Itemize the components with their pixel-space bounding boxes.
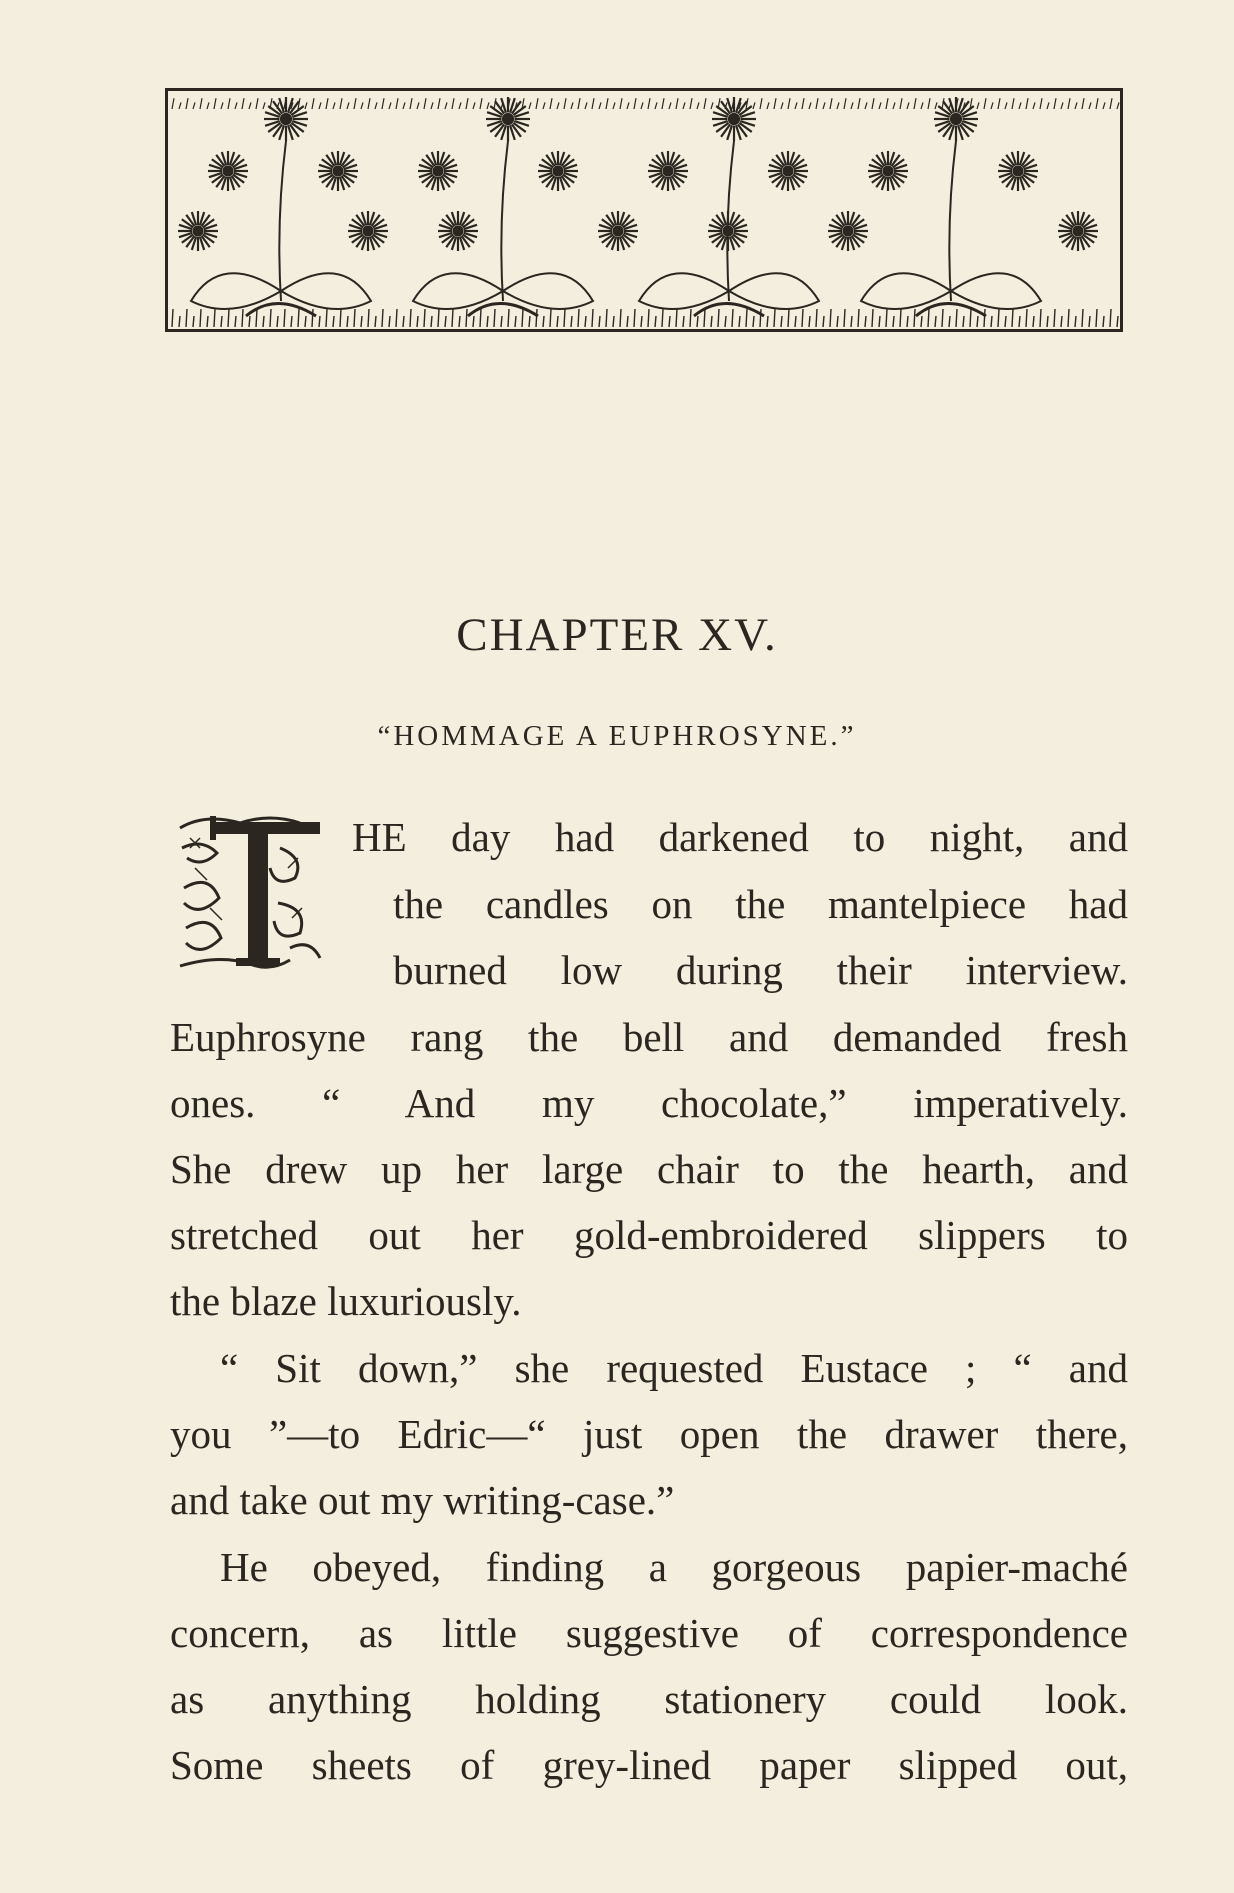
text-line: He obeyed, finding a gorgeous papier-maché	[220, 1544, 1128, 1590]
text-line: stretched out her gold-embroidered slippers to	[170, 1212, 1128, 1258]
text-line: the candles on the mantelpiece had	[393, 881, 1128, 927]
text-line: the blaze luxuriously.	[170, 1278, 522, 1324]
chapter-subtitle: “HOMMAGE A EUPHROSYNE.”	[377, 720, 857, 752]
text-line: concern, as little suggestive of correspondence	[170, 1610, 1128, 1656]
chapter-title: CHAPTER XV.	[456, 609, 778, 661]
text-line: and take out my writing-case.”	[170, 1477, 675, 1523]
floral-headpiece	[165, 88, 1123, 332]
text-line: She drew up her large chair to the hearth, and	[170, 1146, 1128, 1192]
text-line: HE day had darkened to night, and	[352, 814, 1128, 860]
text-line: burned low during their interview.	[393, 947, 1128, 993]
text-line: as anything holding stationery could look.	[170, 1676, 1128, 1722]
text-line: Euphrosyne rang the bell and demanded fresh	[170, 1014, 1128, 1060]
text-line: ones. “ And my chocolate,” imperatively.	[170, 1080, 1128, 1126]
daisy-border-icon	[168, 91, 1120, 329]
text-line: you ”—to Edric—“ just open the drawer there,	[170, 1411, 1128, 1457]
text-line: “ Sit down,” she requested Eustace ; “ and	[220, 1345, 1128, 1391]
text-line: Some sheets of grey-lined paper slipped out,	[170, 1742, 1128, 1788]
ornamental-initial-icon	[170, 808, 350, 978]
